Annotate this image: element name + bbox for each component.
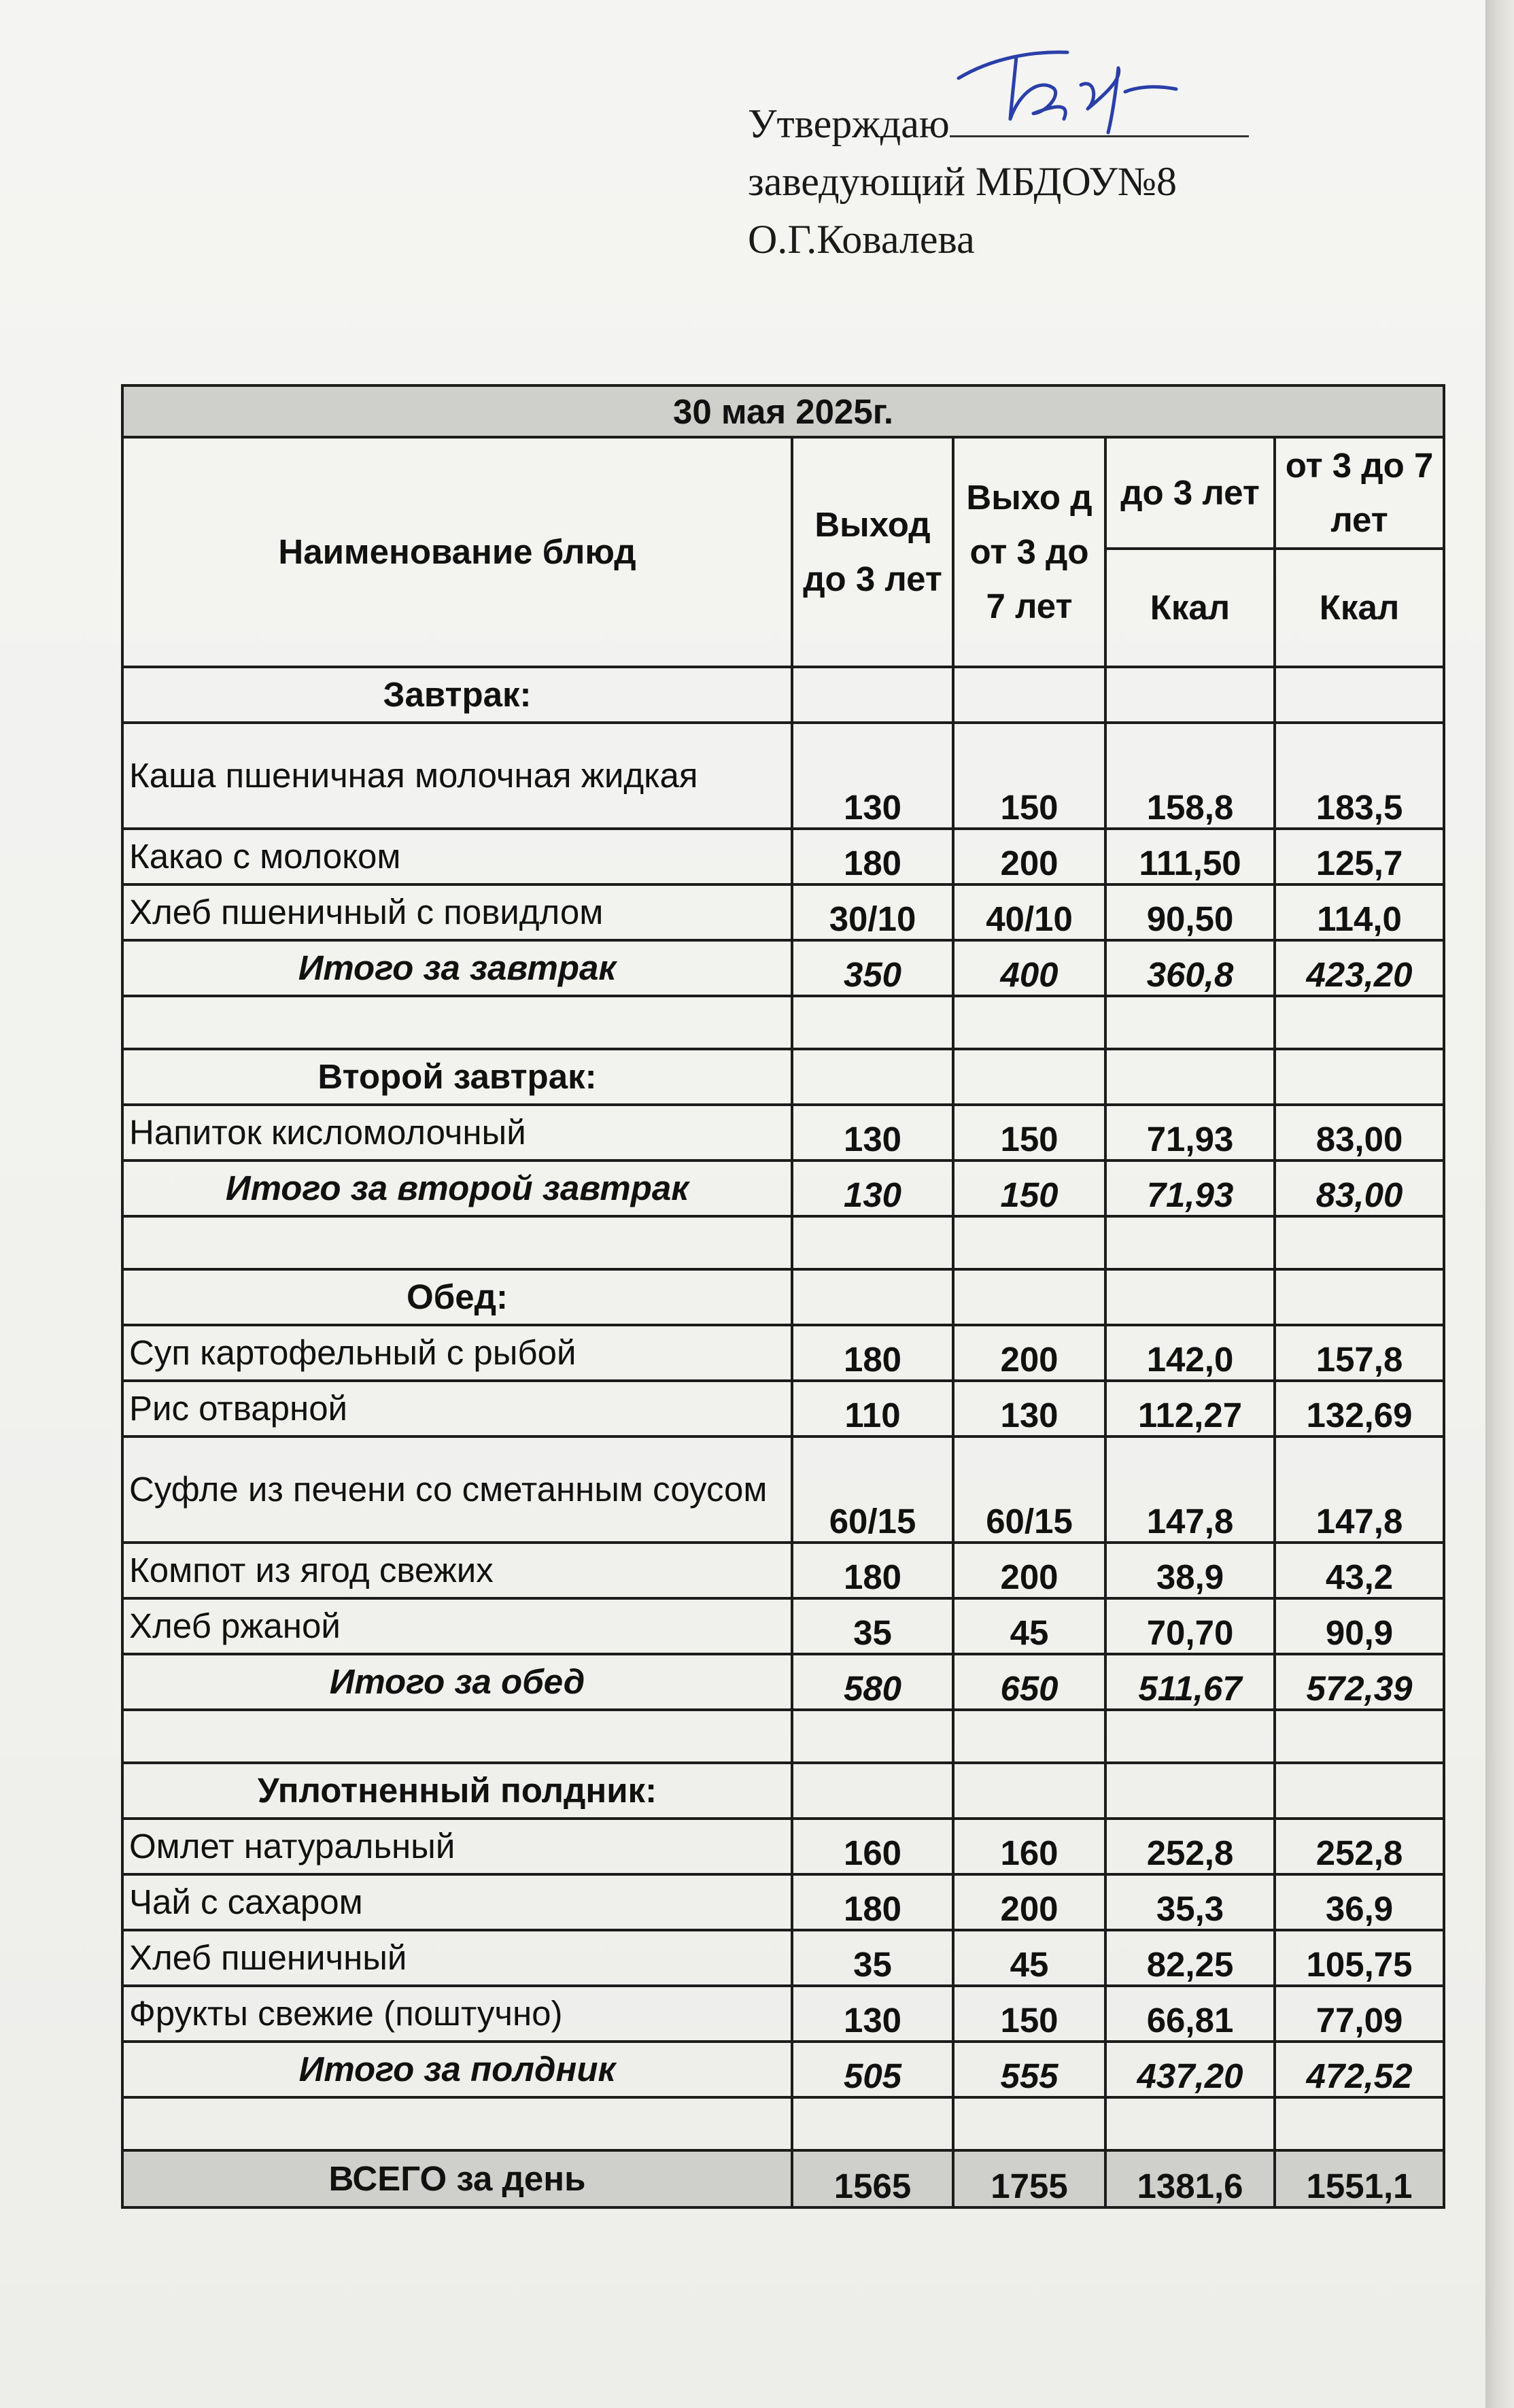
output-3to7 [953,1049,1105,1105]
kcal-under3: 142,0 [1105,1325,1275,1381]
output-3to7: 1755 [953,2150,1105,2207]
header-kcal-3to7: Ккал [1275,549,1444,667]
total-row [122,1160,1444,1216]
item-row [122,1437,1444,1543]
dish-name: Хлеб ржаной [122,1598,792,1654]
output-3to7 [953,1710,1105,1763]
menu-date: 30 мая 2025г. [122,385,1444,437]
output-under3: 350 [792,940,953,996]
kcal-3to7: 132,69 [1275,1381,1444,1437]
item-row [122,1325,1444,1381]
dish-name: Компот из ягод свежих [122,1543,792,1598]
output-under3 [792,2097,953,2150]
approval-position: заведующий МБДОУ№8 [748,159,1177,204]
header-row-1 [122,437,1444,549]
paper-edge [1485,0,1514,2408]
kcal-under3 [1105,1216,1275,1269]
header-output-under3: Выход до 3 лет [792,437,953,667]
output-3to7: 40/10 [953,884,1105,940]
output-under3: 130 [792,1160,953,1216]
dish-name: Рис отварной [122,1381,792,1437]
kcal-under3: 111,50 [1105,829,1275,884]
dish-name: Каша пшеничная молочная жидкая [122,723,792,829]
kcal-3to7: 125,7 [1275,829,1444,884]
kcal-3to7: 77,09 [1275,1986,1444,2042]
kcal-3to7 [1275,1049,1444,1105]
item-row [122,723,1444,829]
output-3to7: 200 [953,1543,1105,1598]
dish-name: Итого за полдник [122,2042,792,2097]
output-under3: 30/10 [792,884,953,940]
kcal-under3: 1381,6 [1105,2150,1275,2207]
output-under3 [792,1216,953,1269]
output-3to7 [953,2097,1105,2150]
output-under3: 180 [792,829,953,884]
menu-table [121,384,1445,2209]
kcal-3to7: 114,0 [1275,884,1444,940]
output-under3 [792,667,953,723]
kcal-under3: 82,25 [1105,1930,1275,1986]
item-row [122,1874,1444,1930]
kcal-under3 [1105,996,1275,1049]
kcal-3to7: 147,8 [1275,1437,1444,1543]
output-under3 [792,1269,953,1325]
kcal-3to7: 83,00 [1275,1160,1444,1216]
output-under3 [792,996,953,1049]
kcal-under3 [1105,1269,1275,1325]
kcal-under3 [1105,667,1275,723]
item-row [122,884,1444,940]
dish-name: Обед: [122,1269,792,1325]
header-output-3to7: Выхо д от 3 до 7 лет [953,437,1105,667]
dish-name: Напиток кисломолочный [122,1105,792,1160]
header-kcal-group-3to7: от 3 до 7 лет [1275,437,1444,549]
kcal-under3: 112,27 [1105,1381,1275,1437]
item-row [122,1598,1444,1654]
dish-name: Завтрак: [122,667,792,723]
dish-name [122,1710,792,1763]
kcal-under3: 252,8 [1105,1819,1275,1874]
dish-name: Какао с молоком [122,829,792,884]
dish-name: Фрукты свежие (поштучно) [122,1986,792,2042]
output-under3: 130 [792,1105,953,1160]
output-3to7: 200 [953,1874,1105,1930]
spacer-row [122,1216,1444,1269]
total-row [122,1654,1444,1710]
output-3to7 [953,667,1105,723]
dish-name: Суфле из печени со сметанным соусом [122,1437,792,1543]
kcal-under3: 437,20 [1105,2042,1275,2097]
item-row [122,1930,1444,1986]
kcal-under3: 66,81 [1105,1986,1275,2042]
dish-name: Суп картофельный с рыбой [122,1325,792,1381]
kcal-3to7: 183,5 [1275,723,1444,829]
total-row [122,940,1444,996]
kcal-under3: 71,93 [1105,1105,1275,1160]
dish-name: Итого за обед [122,1654,792,1710]
spacer-row [122,1710,1444,1763]
kcal-3to7: 83,00 [1275,1105,1444,1160]
output-3to7: 200 [953,1325,1105,1381]
section-row [122,1269,1444,1325]
output-3to7: 150 [953,1160,1105,1216]
output-under3: 180 [792,1874,953,1930]
output-under3 [792,1710,953,1763]
kcal-under3: 147,8 [1105,1437,1275,1543]
output-under3: 580 [792,1654,953,1710]
section-row [122,1763,1444,1819]
header-kcal-group-under3: до 3 лет [1105,437,1275,549]
dish-name [122,996,792,1049]
header-dish-name: Наименование блюд [122,437,792,667]
kcal-3to7 [1275,2097,1444,2150]
dish-name: Хлеб пшеничный с повидлом [122,884,792,940]
kcal-under3: 90,50 [1105,884,1275,940]
output-3to7 [953,1763,1105,1819]
item-row [122,829,1444,884]
output-3to7: 60/15 [953,1437,1105,1543]
output-3to7: 130 [953,1381,1105,1437]
grand-row [122,2150,1444,2207]
output-3to7: 150 [953,723,1105,829]
output-3to7: 150 [953,1986,1105,2042]
output-under3: 110 [792,1381,953,1437]
output-under3: 35 [792,1930,953,1986]
section-row [122,667,1444,723]
output-3to7: 400 [953,940,1105,996]
kcal-3to7: 105,75 [1275,1930,1444,1986]
approval-person: О.Г.Ковалева [748,217,975,262]
output-3to7 [953,1269,1105,1325]
kcal-under3: 360,8 [1105,940,1275,996]
dish-name: ВСЕГО за день [122,2150,792,2207]
kcal-under3: 511,67 [1105,1654,1275,1710]
output-3to7: 555 [953,2042,1105,2097]
kcal-3to7 [1275,996,1444,1049]
item-row [122,1819,1444,1874]
output-under3: 35 [792,1598,953,1654]
dish-name: Омлет натуральный [122,1819,792,1874]
kcal-under3 [1105,1710,1275,1763]
kcal-under3 [1105,1763,1275,1819]
output-under3: 180 [792,1543,953,1598]
kcal-under3: 71,93 [1105,1160,1275,1216]
item-row [122,1543,1444,1598]
kcal-3to7: 157,8 [1275,1325,1444,1381]
dish-name: Второй завтрак: [122,1049,792,1105]
kcal-3to7: 90,9 [1275,1598,1444,1654]
approval-title: Утверждаю [748,101,950,146]
kcal-3to7: 572,39 [1275,1654,1444,1710]
output-under3: 130 [792,1986,953,2042]
output-under3 [792,1763,953,1819]
output-under3: 1565 [792,2150,953,2207]
output-3to7: 150 [953,1105,1105,1160]
item-row [122,1986,1444,2042]
section-row [122,1049,1444,1105]
output-under3: 60/15 [792,1437,953,1543]
output-under3 [792,1049,953,1105]
output-under3: 160 [792,1819,953,1874]
dish-name [122,1216,792,1269]
header-kcal-under3: Ккал [1105,549,1275,667]
dish-name: Итого за второй завтрак [122,1160,792,1216]
kcal-3to7: 43,2 [1275,1543,1444,1598]
handwritten-signature [952,37,1210,139]
kcal-3to7: 472,52 [1275,2042,1444,2097]
output-under3: 180 [792,1325,953,1381]
kcal-3to7 [1275,1269,1444,1325]
kcal-under3: 38,9 [1105,1543,1275,1598]
kcal-3to7: 1551,1 [1275,2150,1444,2207]
output-under3: 505 [792,2042,953,2097]
item-row [122,1381,1444,1437]
dish-name [122,2097,792,2150]
output-3to7: 650 [953,1654,1105,1710]
output-3to7 [953,996,1105,1049]
output-under3: 130 [792,723,953,829]
output-3to7 [953,1216,1105,1269]
kcal-3to7 [1275,667,1444,723]
item-row [122,1105,1444,1160]
kcal-3to7: 36,9 [1275,1874,1444,1930]
kcal-3to7 [1275,1216,1444,1269]
spacer-row [122,2097,1444,2150]
dish-name: Уплотненный полдник: [122,1763,792,1819]
kcal-3to7: 252,8 [1275,1819,1444,1874]
kcal-under3 [1105,2097,1275,2150]
total-row [122,2042,1444,2097]
kcal-3to7 [1275,1710,1444,1763]
kcal-under3: 70,70 [1105,1598,1275,1654]
kcal-3to7 [1275,1763,1444,1819]
kcal-under3: 158,8 [1105,723,1275,829]
dish-name: Чай с сахаром [122,1874,792,1930]
output-3to7: 160 [953,1819,1105,1874]
kcal-3to7: 423,20 [1275,940,1444,996]
dish-name: Итого за завтрак [122,940,792,996]
output-3to7: 200 [953,829,1105,884]
dish-name: Хлеб пшеничный [122,1930,792,1986]
date-row [122,385,1444,437]
spacer-row [122,996,1444,1049]
output-3to7: 45 [953,1930,1105,1986]
kcal-under3: 35,3 [1105,1874,1275,1930]
output-3to7: 45 [953,1598,1105,1654]
kcal-under3 [1105,1049,1275,1105]
